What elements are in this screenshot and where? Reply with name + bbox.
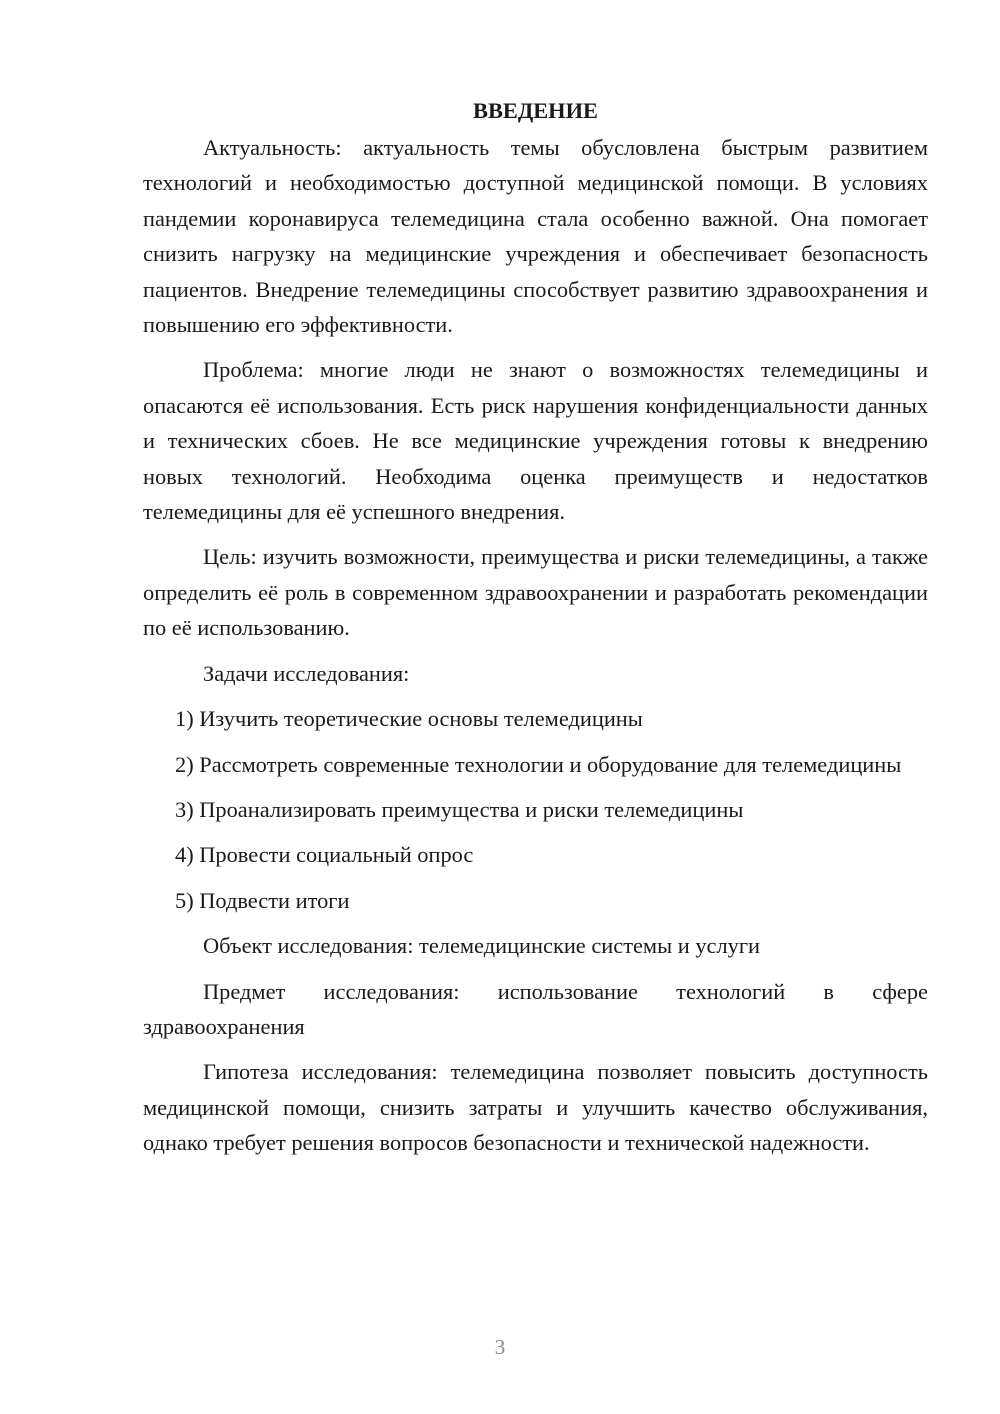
paragraph-hypothesis: Гипотеза исследования: телемедицина позволяет повысить доступность медицинской помощи, снизить затраты и улучшить качество обслуживания, однако требует решения вопросов безопасности и технической надежности. [143, 1059, 928, 1156]
page-title: ВВЕДЕНИЕ [473, 98, 598, 123]
paragraph-relevance: Актуальность: актуальность темы обусловлена быстрым развитием технологий и необходимостью доступной медицинской помощи. В условиях пандемии коронавируса телемедицина стала особенно важной. Она помогает снизить нагрузку на медицинские учреждения и обеспечивает безопасность пациентов. Внедрение телемедицины способствует развитию здравоохранения и повышению его эффективности. [143, 135, 928, 338]
task-item-1: 1) Изучить теоретические основы телемедицины [175, 706, 643, 732]
paragraph-problem: Проблема: многие люди не знают о возможностях телемедицины и опасаются её использования. Есть риск нарушения конфиденциальности данных и технических сбоев. Не все медицинские учреждения готовы к внедрению новых технологий. Необходима оценка преимуществ и недостатков телемедицины для её успешного внедрения. [143, 357, 928, 525]
paragraph-object: Объект исследования: телемедицинские системы и услуги [203, 933, 760, 959]
task-item-4: 4) Провести социальный опрос [175, 842, 474, 868]
task-item-5: 5) Подвести итоги [175, 887, 350, 913]
task-item-3: 3) Проанализировать преимущества и риски телемедицины [175, 796, 744, 822]
paragraph-goal: Цель: изучить возможности, преимущества и риски телемедицины, а также определить её роль в современном здравоохранении и разработать рекомендации по её использованию. [143, 544, 928, 641]
task-item-2: 2) Рассмотреть современные технологии и оборудование для телемедицины [175, 751, 902, 777]
page-content [143, 93, 928, 1161]
paragraph-tasks-heading: Задачи исследования: [203, 660, 410, 686]
page-number: 3 [494, 1335, 506, 1359]
paragraph-subject: Предмет исследования: использование технологий в сфере здравоохранения [143, 978, 928, 1039]
